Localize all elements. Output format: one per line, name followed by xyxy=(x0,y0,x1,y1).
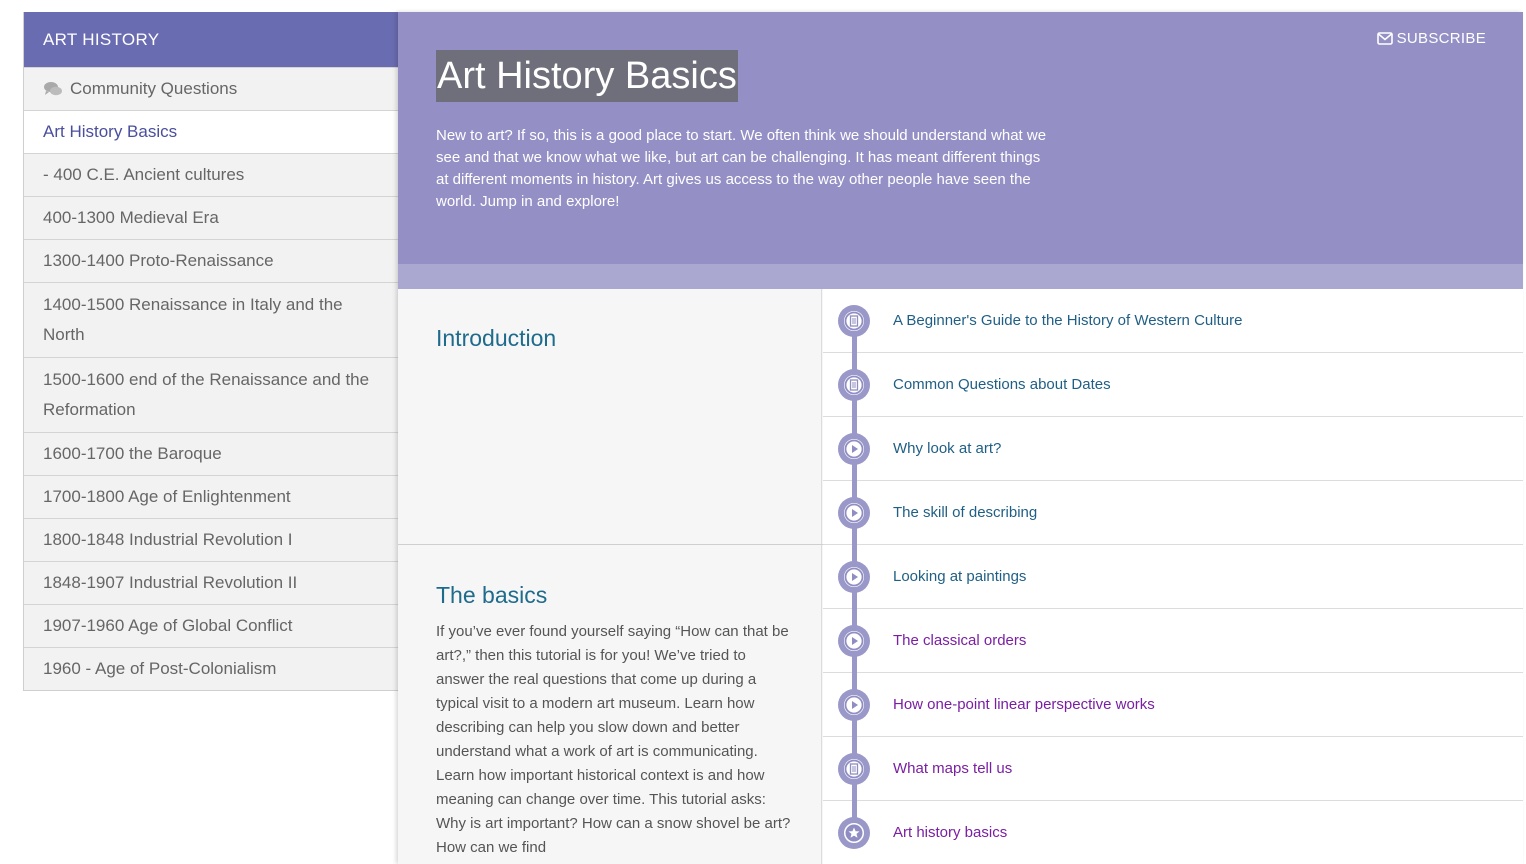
sidebar-item-label: - 400 C.E. Ancient cultures xyxy=(43,165,245,184)
introduction-panel xyxy=(398,289,822,544)
content-item[interactable] xyxy=(823,353,1523,417)
play-icon xyxy=(838,561,870,593)
section-body-basics: If you’ve ever found yourself saying “How can that be art?,” then this tutorial is for you! We’ve tried to answer the real questions that come up during a typical visit to a modern art museum. Learn how describing can help you slow down and better understand what a work of art is communicating. Learn how important historical context is and how meaning can change over time. This tutorial asks: Why is art important? How can a snow shovel be art? How can we find xyxy=(436,623,791,856)
article-icon xyxy=(838,753,870,785)
sidebar-item-label: 1700-1800 Age of Enlightenment xyxy=(43,487,291,506)
content-item-label[interactable]: Art history basics xyxy=(893,824,1008,841)
sidebar xyxy=(23,12,398,691)
sidebar-item-label: Art History Basics xyxy=(43,122,178,141)
content-item[interactable] xyxy=(823,673,1523,737)
sidebar-item-label: 1960 - Age of Post-Colonialism xyxy=(43,659,277,678)
subscribe-label: SUBSCRIBE xyxy=(1396,30,1486,47)
sidebar-item[interactable] xyxy=(24,357,398,432)
content-item[interactable] xyxy=(823,609,1523,673)
sidebar-item-label: 1400-1500 Renaissance in Italy and the North xyxy=(43,295,343,344)
sidebar-item-label: 1907-1960 Age of Global Conflict xyxy=(43,616,293,635)
star-icon xyxy=(838,817,870,849)
sidebar-item-label: 1800-1848 Industrial Revolution I xyxy=(43,530,293,549)
content-item-label[interactable]: Looking at paintings xyxy=(893,568,1027,585)
sidebar-item-label: Community Questions xyxy=(70,79,238,98)
sidebar-item[interactable] xyxy=(24,604,398,647)
content-item-label[interactable]: Why look at art? xyxy=(893,440,1002,457)
section-title-introduction: Introduction xyxy=(436,325,557,351)
content-item[interactable] xyxy=(823,481,1523,545)
sidebar-item-label: 1500-1600 end of the Renaissance and the Reformation xyxy=(43,370,370,419)
sidebar-item[interactable] xyxy=(24,282,398,357)
sidebar-item-label: 1300-1400 Proto-Renaissance xyxy=(43,251,274,270)
sidebar-item-label: 400-1300 Medieval Era xyxy=(43,208,219,227)
sidebar-item[interactable] xyxy=(24,475,398,518)
page-title: Art History Basics xyxy=(436,50,738,102)
section-title-basics: The basics xyxy=(436,582,548,608)
play-icon xyxy=(838,625,870,657)
content-item-label[interactable]: What maps tell us xyxy=(893,760,1013,777)
content-item[interactable] xyxy=(823,417,1523,481)
sidebar-header[interactable]: ART HISTORY xyxy=(24,12,398,67)
content-item-label[interactable]: The classical orders xyxy=(893,632,1027,649)
article-icon xyxy=(838,305,870,337)
chat-icon xyxy=(43,81,63,97)
play-icon xyxy=(838,689,870,721)
hero-strip xyxy=(398,264,1523,289)
content-item-label[interactable]: How one-point linear perspective works xyxy=(893,696,1155,713)
section-basics xyxy=(398,545,822,864)
sidebar-item[interactable] xyxy=(24,518,398,561)
sidebar-item-label: 1848-1907 Industrial Revolution II xyxy=(43,573,298,592)
content-item-label[interactable]: The skill of describing xyxy=(893,504,1038,521)
content-list xyxy=(823,289,1523,864)
hero-banner xyxy=(398,12,1523,264)
sidebar-item[interactable] xyxy=(24,67,398,110)
sidebar-item[interactable] xyxy=(24,647,398,690)
sidebar-item-label: 1600-1700 the Baroque xyxy=(43,444,222,463)
sidebar-item[interactable] xyxy=(24,239,398,282)
sidebar-item[interactable] xyxy=(24,432,398,475)
content-item[interactable] xyxy=(823,737,1523,801)
content-item[interactable] xyxy=(823,801,1523,864)
sidebar-item[interactable] xyxy=(24,153,398,196)
content-item[interactable] xyxy=(823,545,1523,609)
play-icon xyxy=(838,433,870,465)
envelope-icon xyxy=(1377,32,1393,45)
content-item-label[interactable]: Common Questions about Dates xyxy=(893,376,1111,393)
subscribe-button[interactable] xyxy=(1377,30,1486,47)
content-item-label[interactable]: A Beginner's Guide to the History of Western Culture xyxy=(893,312,1243,329)
sidebar-item[interactable] xyxy=(24,110,398,153)
play-icon xyxy=(838,497,870,529)
sidebar-item[interactable] xyxy=(24,196,398,239)
article-icon xyxy=(838,369,870,401)
content-item[interactable] xyxy=(823,289,1523,353)
sidebar-item[interactable] xyxy=(24,561,398,604)
page-description: New to art? If so, this is a good place to start. We often think we should understand what we see and that we know what we like, but art can be challenging. It has meant different things at different moments in history. Art gives us access to the way other people have seen the world. Jump in and explore! xyxy=(436,127,1047,210)
